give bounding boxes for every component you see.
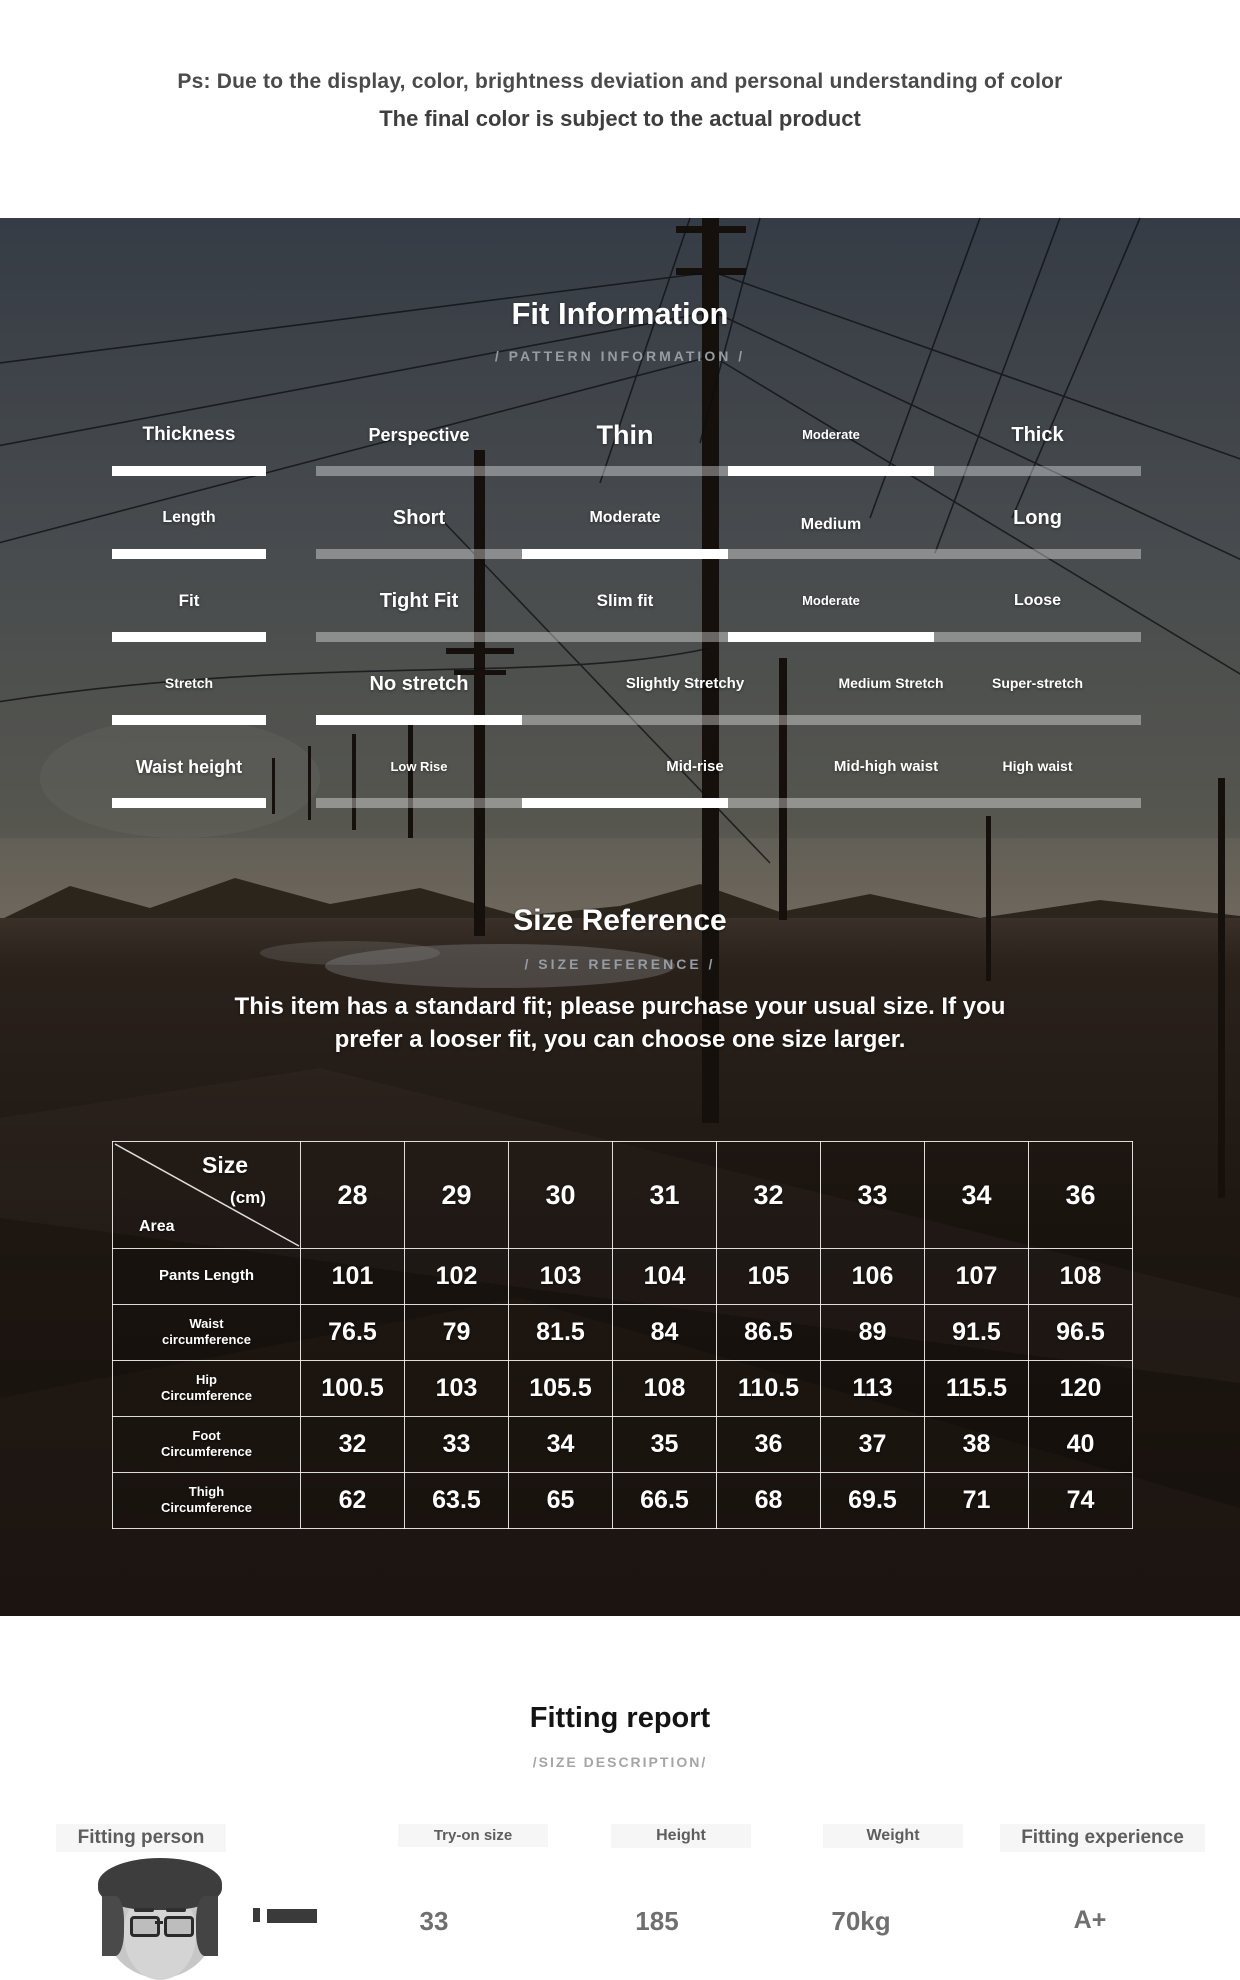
fit-option: Slim fit <box>596 591 654 611</box>
pattern-information-subtitle: / PATTERN INFORMATION / <box>494 348 746 364</box>
cell: 107 <box>925 1249 1029 1305</box>
cell: 101 <box>301 1249 405 1305</box>
fitting-person-avatar <box>104 1866 216 1978</box>
fit-option: No stretch <box>369 672 469 695</box>
fit-label-underline <box>112 549 266 559</box>
header-try-on-size: Try-on size <box>398 1824 548 1847</box>
fit-row-label: Fit <box>178 591 200 611</box>
avatar-eyebrow <box>134 1908 154 1912</box>
fit-option: Moderate <box>802 592 860 608</box>
fit-option: Mid-rise <box>666 757 724 775</box>
cell: 81.5 <box>509 1305 613 1361</box>
fit-slider-track <box>316 798 1141 808</box>
fit-slider-active <box>522 798 728 808</box>
fit-label-underline <box>112 632 266 642</box>
color-disclaimer-line1: Ps: Due to the display, color, brightness deviation and personal understanding of color <box>177 70 1063 93</box>
fit-option: Medium Stretch <box>838 675 944 692</box>
photo-section <box>0 218 1240 1616</box>
size-column-header: 32 <box>717 1142 821 1249</box>
fit-option: Loose <box>1013 592 1062 610</box>
fit-option: Super-stretch <box>991 675 1084 692</box>
cell: 68 <box>717 1473 821 1529</box>
cell: 103 <box>405 1361 509 1417</box>
fit-option: Mid-high waist <box>833 757 939 775</box>
corner-size-label: Size <box>201 1152 249 1178</box>
row-header: Waist circumference <box>113 1305 301 1361</box>
cell: 76.5 <box>301 1305 405 1361</box>
person-name-partial <box>253 1908 260 1922</box>
fit-option: Moderate <box>589 509 661 527</box>
fit-row-label: Length <box>162 509 216 527</box>
cell: 89 <box>821 1305 925 1361</box>
cell: 100.5 <box>301 1361 405 1417</box>
fit-option: Moderate <box>802 426 860 442</box>
fit-slider-track <box>316 549 1141 559</box>
try-on-size-value: 33 <box>419 1906 449 1936</box>
cell: 102 <box>405 1249 509 1305</box>
fit-option: Tight Fit <box>379 589 459 612</box>
avatar-glasses-bridge <box>155 1921 163 1924</box>
header-fitting-person: Fitting person <box>56 1824 226 1852</box>
row-header: Foot Circumference <box>113 1417 301 1473</box>
cell: 103 <box>509 1249 613 1305</box>
cell: 38 <box>925 1417 1029 1473</box>
fit-label-underline <box>112 715 266 725</box>
header-fitting-experience: Fitting experience <box>1000 1824 1205 1852</box>
size-chart-corner-cell <box>113 1142 301 1249</box>
size-description-subtitle: /SIZE DESCRIPTION/ <box>532 1754 708 1770</box>
cell: 105 <box>717 1249 821 1305</box>
avatar-eyebrow <box>166 1908 186 1912</box>
cell: 71 <box>925 1473 1029 1529</box>
fit-row-label: Thickness <box>142 424 236 446</box>
cell: 74 <box>1029 1473 1133 1529</box>
fit-slider-active <box>522 549 728 559</box>
size-reference-title: Size Reference <box>513 904 727 937</box>
fit-label-underline <box>112 798 266 808</box>
color-disclaimer-line2: The final color is subject to the actual product <box>379 106 861 131</box>
cell: 40 <box>1029 1417 1133 1473</box>
fit-row-length <box>0 491 1240 574</box>
fit-row-fit <box>0 574 1240 657</box>
cell: 32 <box>301 1417 405 1473</box>
fitting-experience-value: A+ <box>1073 1906 1107 1934</box>
size-chart-table <box>112 1141 1133 1529</box>
fit-option: Medium <box>800 516 862 534</box>
cell: 65 <box>509 1473 613 1529</box>
weight-value: 70kg <box>831 1906 891 1936</box>
cell: 96.5 <box>1029 1305 1133 1361</box>
cell: 106 <box>821 1249 925 1305</box>
avatar-hair-side <box>196 1896 218 1956</box>
fit-option: Short <box>392 506 446 529</box>
size-reference-subtitle: / SIZE REFERENCE / <box>524 956 716 972</box>
fit-option: Thin <box>596 419 654 450</box>
fit-row-label: Stretch <box>164 675 214 692</box>
size-column-header: 28 <box>301 1142 405 1249</box>
fit-option: Long <box>1013 506 1062 529</box>
table-row-waist <box>113 1305 1133 1361</box>
cell: 91.5 <box>925 1305 1029 1361</box>
corner-unit-label: (cm) <box>230 1188 266 1207</box>
table-row-pants-length <box>113 1249 1133 1305</box>
fit-option: Low Rise <box>390 758 448 774</box>
size-chart-header-row <box>113 1142 1133 1249</box>
fit-row-thickness <box>0 408 1240 491</box>
cell: 108 <box>613 1361 717 1417</box>
fit-slider-active <box>728 466 934 476</box>
cell: 105.5 <box>509 1361 613 1417</box>
fitting-report-title: Fitting report <box>529 1702 711 1734</box>
cell: 34 <box>509 1417 613 1473</box>
fit-option: Perspective <box>368 424 470 445</box>
cell: 63.5 <box>405 1473 509 1529</box>
size-column-header: 36 <box>1029 1142 1133 1249</box>
fit-option: High waist <box>1002 758 1073 775</box>
cell: 35 <box>613 1417 717 1473</box>
cell: 113 <box>821 1361 925 1417</box>
fit-row-waist-height <box>0 740 1240 823</box>
fitting-report-section <box>0 1616 1240 1936</box>
size-reference-note: This item has a standard fit; please purchase your usual size. If you prefer a looser fit, you can choose one size larger. <box>234 993 1006 1053</box>
height-value: 185 <box>635 1906 679 1936</box>
cell: 69.5 <box>821 1473 925 1529</box>
fit-row-label: Waist height <box>135 756 243 777</box>
fit-slider-active <box>316 715 522 725</box>
size-column-header: 33 <box>821 1142 925 1249</box>
size-column-header: 31 <box>613 1142 717 1249</box>
fit-label-underline <box>112 466 266 476</box>
fit-option: Slightly Stretchy <box>625 674 745 692</box>
table-row-thigh <box>113 1473 1133 1529</box>
fit-slider-active <box>728 632 934 642</box>
cell: 36 <box>717 1417 821 1473</box>
cell: 33 <box>405 1417 509 1473</box>
size-column-header: 29 <box>405 1142 509 1249</box>
row-header: Pants Length <box>113 1249 301 1305</box>
corner-area-label: Area <box>139 1218 175 1235</box>
avatar-glasses <box>164 1916 194 1937</box>
fit-row-stretch <box>0 657 1240 740</box>
person-name-partial <box>267 1909 317 1923</box>
size-column-header: 34 <box>925 1142 1029 1249</box>
cell: 110.5 <box>717 1361 821 1417</box>
cell: 66.5 <box>613 1473 717 1529</box>
avatar-hair-side <box>102 1896 124 1956</box>
cell: 62 <box>301 1473 405 1529</box>
cell: 108 <box>1029 1249 1133 1305</box>
row-header: Thigh Circumference <box>113 1473 301 1529</box>
header-height: Height <box>611 1824 751 1848</box>
cell: 37 <box>821 1417 925 1473</box>
row-header: Hip Circumference <box>113 1361 301 1417</box>
cell: 86.5 <box>717 1305 821 1361</box>
fit-option: Thick <box>1011 423 1064 446</box>
table-row-hip <box>113 1361 1133 1417</box>
cell: 115.5 <box>925 1361 1029 1417</box>
header-weight: Weight <box>823 1824 963 1848</box>
cell: 120 <box>1029 1361 1133 1417</box>
size-column-header: 30 <box>509 1142 613 1249</box>
avatar-glasses <box>130 1916 160 1937</box>
cell: 79 <box>405 1305 509 1361</box>
table-row-foot <box>113 1417 1133 1473</box>
cell: 104 <box>613 1249 717 1305</box>
fit-information-title: Fit Information <box>511 296 729 331</box>
cell: 84 <box>613 1305 717 1361</box>
